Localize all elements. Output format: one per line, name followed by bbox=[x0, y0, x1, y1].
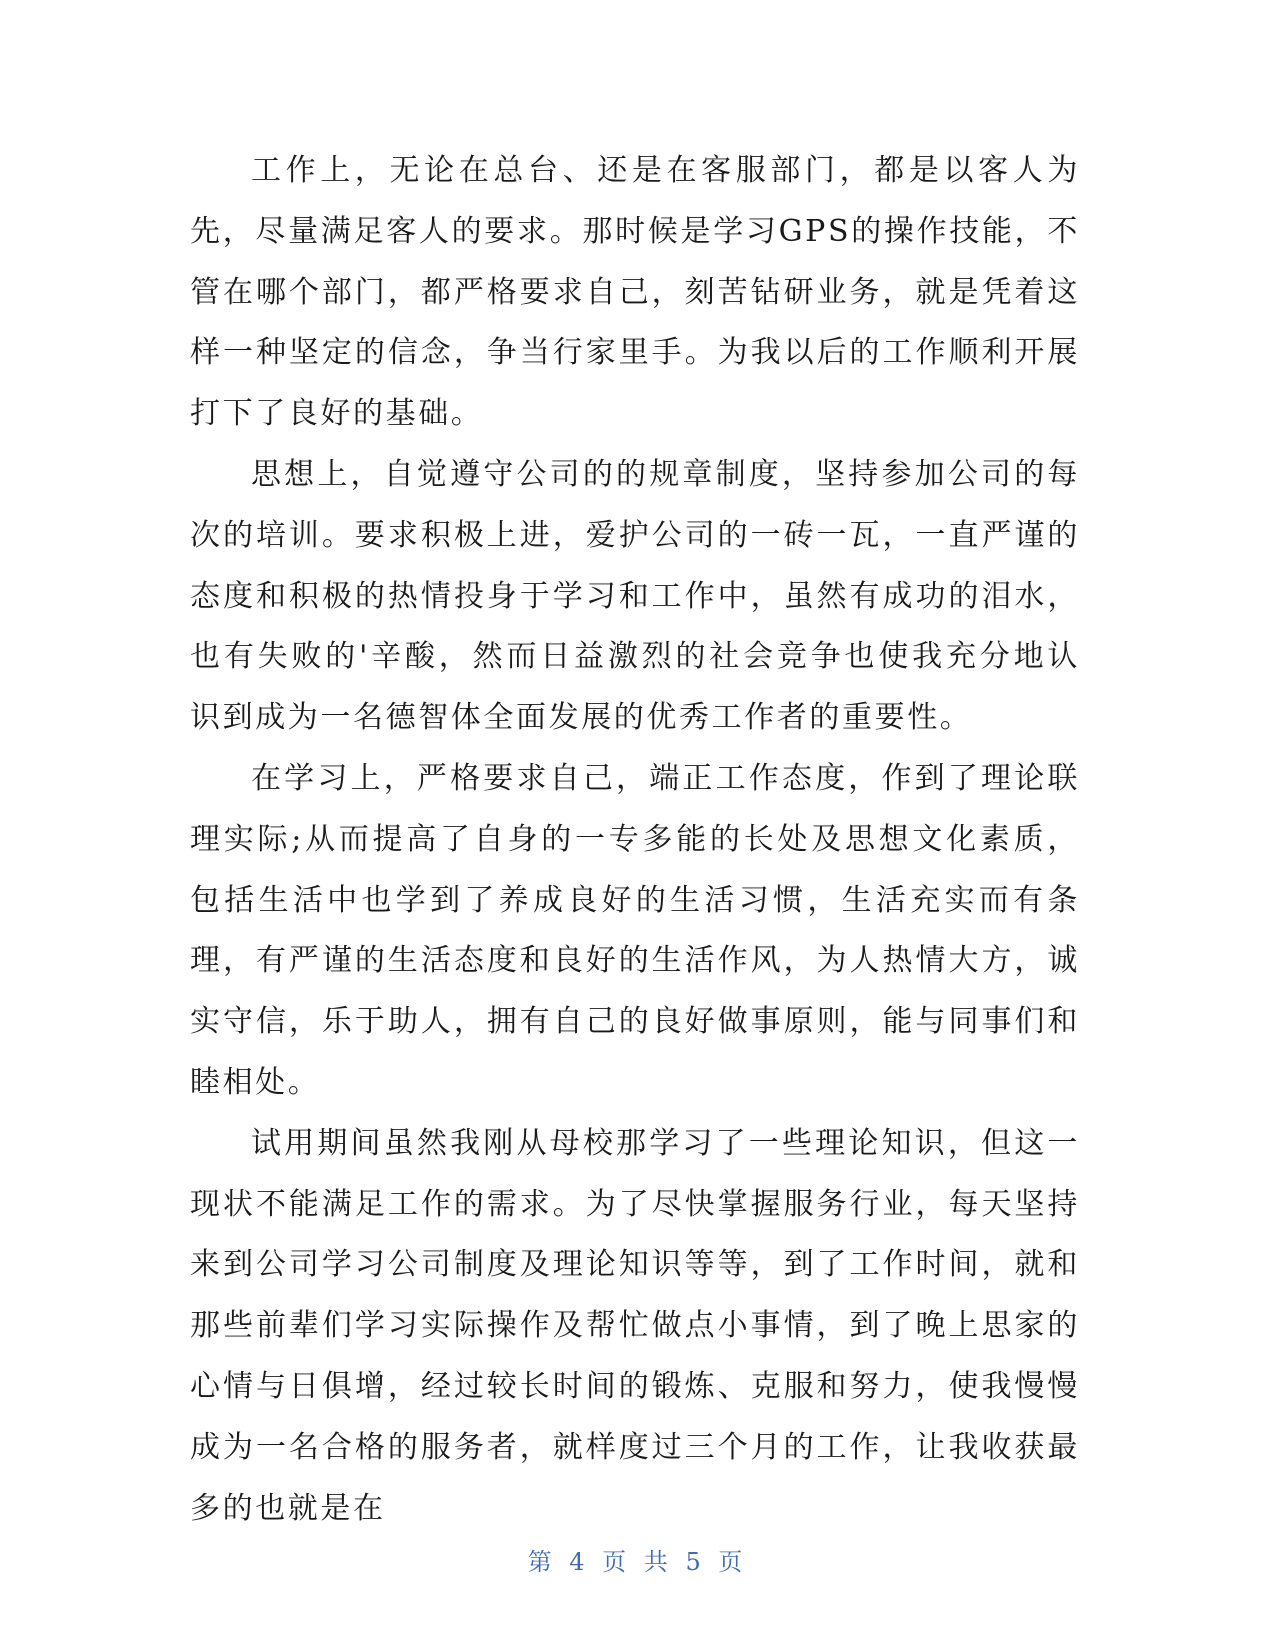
paragraph-work: 工作上，无论在总台、还是在客服部门，都是以客人为先，尽量满足客人的要求。那时候是学习GPS的操作技能，不管在哪个部门，都严格要求自己，刻苦钻研业务，就是凭着这样一种坚定的信念，争当行家里手。为我以后的工作顺利开展打下了良好的基础。 bbox=[190, 153, 1080, 432]
paragraph-study: 在学习上，严格要求自己，端正工作态度，作到了理论联理实际;从而提高了自身的一专多能的长处及思想文化素质，包括生活中也学到了养成良好的生活习惯，生活充实而有条理，有严谨的生活态度和良好的生活作风，为人热情大方，诚实守信，乐于助人，拥有自己的良好做事原则，能与同事们和睦相处。 bbox=[190, 760, 1080, 1100]
paragraph-thought: 思想上，自觉遵守公司的的规章制度，坚持参加公司的每次的培训。要求积极上进，爱护公司的一砖一瓦，一直严谨的态度和积极的热情投身于学习和工作中，虽然有成功的泪水，也有失败的'辛酸，然而日益激烈的社会竞争也使我充分地认识到成为一名德智体全面发展的优秀工作者的重要性。 bbox=[190, 456, 1080, 736]
document-body bbox=[190, 141, 1080, 1539]
page-number-footer: 第 4 页 共 5 页 bbox=[527, 1548, 748, 1576]
paragraph-probation: 试用期间虽然我刚从母校那学习了一些理论知识，但这一现状不能满足工作的需求。为了尽快掌握服务行业，每天坚持来到公司学习公司制度及理论知识等等，到了工作时间，就和那些前辈们学习实际操作及帮忙做点小事情，到了晚上思家的心情与日俱增，经过较长时间的锻炼、克服和努力，使我慢慢成为一名合格的服务者，就样度过三个月的工作，让我收获最多的也就是在 bbox=[190, 1125, 1080, 1526]
